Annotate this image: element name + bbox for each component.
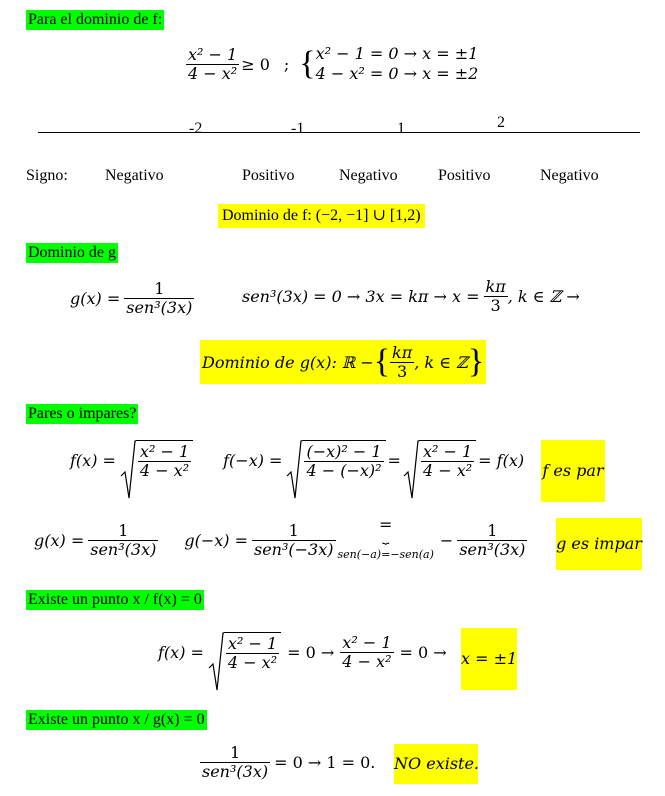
g-neg-lhs: g(−x) = (184, 530, 248, 550)
axis-label-1: 1 (397, 120, 405, 137)
g-zero-rhs: = 0 → 1 = 0. (274, 753, 376, 772)
sqrt-symbol (403, 440, 419, 500)
g-result-fraction (457, 522, 527, 559)
g-zero-result: NO existe. (394, 744, 478, 784)
system-eq-1: x² − 1 = 0 → x = ±1 (315, 44, 479, 63)
inequality-denominator: 4 − x² (188, 63, 238, 83)
sign-interval-2: Positivo (242, 167, 295, 184)
f-neg-denominator: 4 − (−x)² (306, 461, 382, 480)
f-zero-denominator-2: 4 − x² (342, 651, 392, 671)
g-zeros-equation (242, 278, 580, 315)
f-sqrt-2 (403, 440, 476, 480)
f-zero-numerator: x² − 1 (227, 634, 278, 653)
g-numerator-2: 1 (88, 522, 158, 541)
inequality-numerator: x² − 1 (188, 44, 238, 64)
k-fraction (484, 278, 508, 315)
equals-sign: = (387, 450, 401, 470)
domain-g-numerator: kπ (392, 342, 413, 362)
underbrace-note: sen(−a)=−sen(a) (337, 548, 434, 561)
g-impar-result: g es impar (556, 518, 642, 570)
separator: ; (283, 54, 290, 74)
g-result-denominator: sen³(3x) (459, 539, 526, 559)
minus-sign: − (439, 530, 454, 550)
system-equations (316, 44, 479, 84)
underbrace-equality (337, 515, 434, 562)
g-result-numerator: 1 (457, 522, 527, 541)
g-zero-denominator: sen³(3x) (202, 762, 269, 781)
g-parity-equation (34, 515, 527, 562)
domain-f-inequality (186, 44, 478, 84)
g-zero-fraction (200, 744, 270, 781)
underbrace-equals: = (379, 515, 393, 534)
sqrt-symbol (286, 440, 302, 500)
g-zero-equation (200, 744, 375, 781)
system-brace: { (299, 45, 316, 82)
f-numerator: x² − 1 (139, 442, 190, 461)
f-par-result: f es par (541, 440, 605, 502)
f-numerator-2: x² − 1 (422, 442, 473, 461)
f-zero-rhs: = 0 → (399, 642, 447, 662)
f-neg-sqrt (286, 440, 385, 480)
section-title-f-zero: Existe un punto x / f(x) = 0 (28, 591, 202, 608)
sign-interval-4: Positivo (438, 167, 491, 184)
f-neg-lhs: f(−x) = (223, 450, 283, 470)
f-neg-numerator: (−x)² − 1 (306, 442, 382, 461)
set-brace-open: { (373, 343, 391, 380)
f-zero-result: x = ±1 (461, 628, 517, 690)
g-neg-fraction (252, 522, 336, 559)
f-sqrt (120, 440, 193, 480)
sign-label: Signo: (26, 167, 68, 184)
inequality-relation: ≥ 0 (241, 54, 270, 74)
g-fraction (124, 280, 194, 317)
f-denominator-2: 4 − x² (422, 461, 473, 480)
domain-g-denominator: 3 (397, 361, 408, 381)
k-numerator: kπ (485, 277, 506, 296)
domain-g-result (200, 340, 486, 384)
sign-interval-3: Negativo (339, 167, 398, 184)
g-definition (70, 280, 194, 317)
g-lhs-2: g(x) = (34, 530, 85, 550)
system-eq-2: 4 − x² = 0 → x = ±2 (315, 64, 479, 83)
f-zero-mid: = 0 → (287, 642, 335, 662)
axis-label-minus1: -1 (291, 120, 305, 137)
g-neg-numerator: 1 (252, 522, 336, 541)
g-zeros-rhs: , k ∈ ℤ → (507, 287, 580, 306)
f-zero-lhs: f(x) = (158, 642, 204, 662)
domain-g-fraction (390, 344, 414, 381)
g-denominator-2: sen³(3x) (90, 539, 157, 559)
f-denominator: 4 − x² (139, 461, 190, 480)
g-neg-denominator: sen³(−3x) (254, 539, 334, 559)
sqrt-symbol (120, 440, 136, 500)
section-title-parity: Pares o impares? (28, 405, 137, 422)
g-zeros-lhs: sen³(3x) = 0 → 3x = kπ → x = (242, 287, 480, 306)
f-zero-sqrt (208, 632, 281, 672)
f-zero-denominator: 4 − x² (227, 653, 278, 672)
f-parity-equation (70, 440, 524, 480)
sign-interval-1: Negativo (105, 167, 164, 184)
f-lhs: f(x) = (70, 450, 116, 470)
domain-f-result: Dominio de f: (−2, −1] ∪ [1,2) (218, 204, 425, 228)
k-denominator: 3 (490, 296, 501, 315)
g-lhs: g(x) = (70, 289, 121, 308)
g-zero-numerator: 1 (200, 744, 270, 763)
sqrt-symbol (208, 632, 224, 692)
g-fraction-2 (88, 522, 158, 559)
underbrace-symbol: ⏟ (382, 530, 390, 544)
axis-label-minus2: -2 (189, 120, 203, 137)
axis-label-2: 2 (497, 114, 505, 131)
section-title-domain-f: Para el dominio de f: (28, 11, 163, 28)
domain-g-prefix: Dominio de g(x): ℝ − (202, 352, 374, 372)
g-denominator: sen³(3x) (126, 298, 193, 317)
f-zero-fraction-2 (340, 634, 393, 671)
f-rhs: = f(x) (478, 450, 525, 470)
sign-interval-5: Negativo (540, 167, 599, 184)
g-numerator: 1 (124, 280, 194, 299)
section-title-domain-g: Dominio de g (28, 244, 116, 261)
section-title-g-zero: Existe un punto x / g(x) = 0 (28, 711, 205, 728)
inequality-fraction (186, 46, 239, 83)
domain-g-suffix: , k ∈ ℤ (414, 352, 468, 372)
f-zero-numerator-2: x² − 1 (342, 632, 392, 652)
number-line (38, 132, 640, 133)
set-brace-close: } (467, 343, 485, 380)
f-zero-equation (158, 632, 447, 672)
